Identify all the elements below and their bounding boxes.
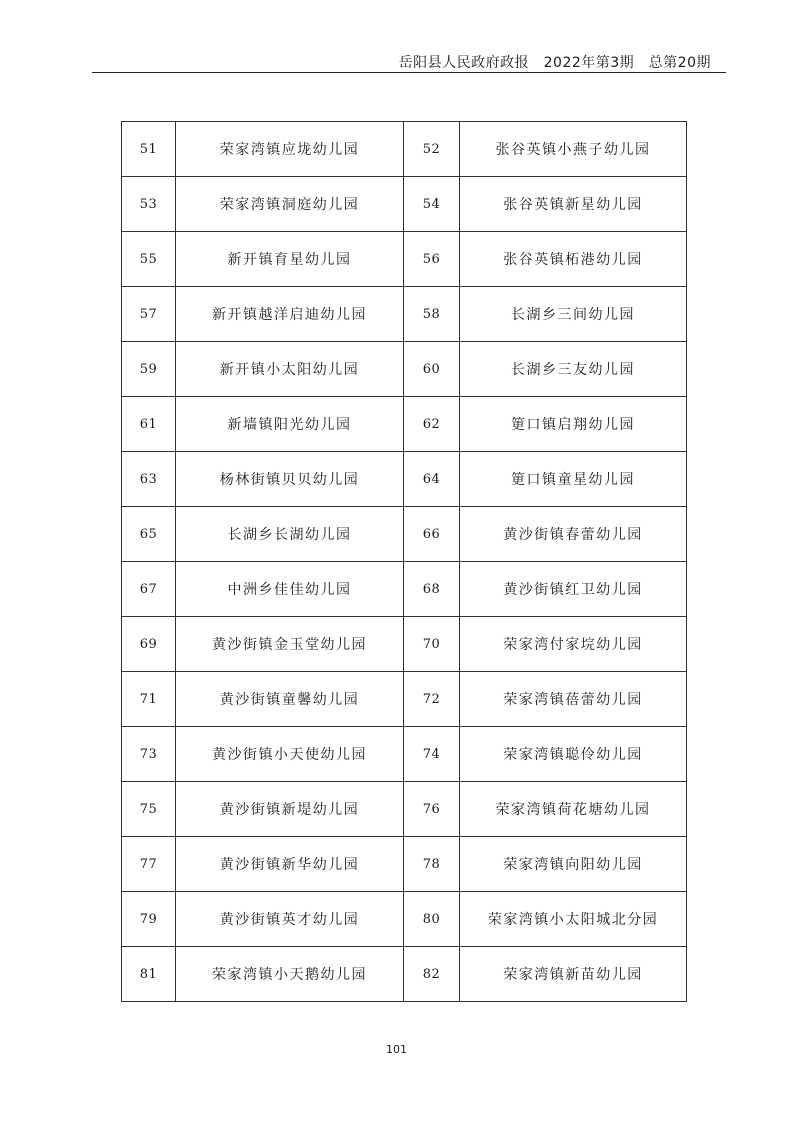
kindergarten-name-cell: 荣家湾镇应垅幼儿园	[176, 122, 404, 177]
serial-number-cell: 55	[122, 232, 176, 287]
kindergarten-name-cell: 黄沙街镇金玉堂幼儿园	[176, 617, 404, 672]
serial-number-cell: 64	[404, 452, 460, 507]
serial-number-cell: 57	[122, 287, 176, 342]
table-row	[122, 892, 687, 947]
kindergarten-name-cell: 筻口镇启翔幼儿园	[460, 397, 687, 452]
table-row	[122, 232, 687, 287]
table-row	[122, 617, 687, 672]
kindergarten-name-cell: 荣家湾镇向阳幼儿园	[460, 837, 687, 892]
page-number: 101	[386, 1043, 407, 1056]
kindergarten-name-cell: 荣家湾镇洞庭幼儿园	[176, 177, 404, 232]
serial-number-cell: 82	[404, 947, 460, 1002]
kindergarten-name-cell: 张谷英镇柘港幼儿园	[460, 232, 687, 287]
kindergarten-name-cell: 新开镇越洋启迪幼儿园	[176, 287, 404, 342]
kindergarten-name-cell: 荣家湾镇蓓蕾幼儿园	[460, 672, 687, 727]
serial-number-cell: 60	[404, 342, 460, 397]
table-body	[122, 122, 687, 1002]
kindergarten-name-cell: 荣家湾镇聪伶幼儿园	[460, 727, 687, 782]
kindergarten-name-cell: 荣家湾付家垸幼儿园	[460, 617, 687, 672]
serial-number-cell: 80	[404, 892, 460, 947]
serial-number-cell: 78	[404, 837, 460, 892]
publication-title: 岳阳县人民政府政报 2022年第3期 总第20期	[398, 55, 711, 71]
kindergarten-name-cell: 黄沙街镇小天使幼儿园	[176, 727, 404, 782]
serial-number-cell: 59	[122, 342, 176, 397]
kindergarten-name-cell: 黄沙街镇新堤幼儿园	[176, 782, 404, 837]
kindergarten-name-cell: 中洲乡佳佳幼儿园	[176, 562, 404, 617]
serial-number-cell: 66	[404, 507, 460, 562]
serial-number-cell: 61	[122, 397, 176, 452]
serial-number-cell: 67	[122, 562, 176, 617]
kindergarten-name-cell: 新开镇育星幼儿园	[176, 232, 404, 287]
serial-number-cell: 72	[404, 672, 460, 727]
page-header	[0, 0, 793, 80]
kindergarten-name-cell: 黄沙街镇童馨幼儿园	[176, 672, 404, 727]
kindergarten-name-cell: 张谷英镇新星幼儿园	[460, 177, 687, 232]
serial-number-cell: 58	[404, 287, 460, 342]
serial-number-cell: 53	[122, 177, 176, 232]
kindergarten-table-container	[121, 121, 686, 1002]
serial-number-cell: 76	[404, 782, 460, 837]
kindergarten-name-cell: 黄沙街镇红卫幼儿园	[460, 562, 687, 617]
serial-number-cell: 74	[404, 727, 460, 782]
serial-number-cell: 75	[122, 782, 176, 837]
kindergarten-name-cell: 长湖乡长湖幼儿园	[176, 507, 404, 562]
table-row	[122, 507, 687, 562]
kindergarten-name-cell: 荣家湾镇小太阳城北分园	[460, 892, 687, 947]
table-row	[122, 287, 687, 342]
serial-number-cell: 56	[404, 232, 460, 287]
table-row	[122, 122, 687, 177]
kindergarten-name-cell: 长湖乡三友幼儿园	[460, 342, 687, 397]
serial-number-cell: 51	[122, 122, 176, 177]
kindergarten-name-cell: 黄沙街镇春蕾幼儿园	[460, 507, 687, 562]
serial-number-cell: 73	[122, 727, 176, 782]
serial-number-cell: 52	[404, 122, 460, 177]
serial-number-cell: 81	[122, 947, 176, 1002]
serial-number-cell: 79	[122, 892, 176, 947]
kindergarten-name-cell: 张谷英镇小燕子幼儿园	[460, 122, 687, 177]
header-divider	[92, 72, 726, 73]
table-row	[122, 562, 687, 617]
table-row	[122, 837, 687, 892]
kindergarten-name-cell: 新墙镇阳光幼儿园	[176, 397, 404, 452]
table-row	[122, 452, 687, 507]
table-row	[122, 342, 687, 397]
serial-number-cell: 63	[122, 452, 176, 507]
kindergarten-name-cell: 荣家湾镇荷花塘幼儿园	[460, 782, 687, 837]
kindergarten-name-cell: 新开镇小太阳幼儿园	[176, 342, 404, 397]
serial-number-cell: 70	[404, 617, 460, 672]
kindergarten-name-cell: 黄沙街镇新华幼儿园	[176, 837, 404, 892]
table-row	[122, 782, 687, 837]
kindergarten-name-cell: 荣家湾镇新苗幼儿园	[460, 947, 687, 1002]
table-row	[122, 947, 687, 1002]
kindergarten-name-cell: 黄沙街镇英才幼儿园	[176, 892, 404, 947]
serial-number-cell: 71	[122, 672, 176, 727]
table-row	[122, 397, 687, 452]
serial-number-cell: 65	[122, 507, 176, 562]
serial-number-cell: 77	[122, 837, 176, 892]
kindergarten-table	[121, 121, 687, 1002]
serial-number-cell: 54	[404, 177, 460, 232]
table-row	[122, 727, 687, 782]
kindergarten-name-cell: 筻口镇童星幼儿园	[460, 452, 687, 507]
kindergarten-name-cell: 杨林街镇贝贝幼儿园	[176, 452, 404, 507]
table-row	[122, 177, 687, 232]
kindergarten-name-cell: 荣家湾镇小天鹅幼儿园	[176, 947, 404, 1002]
serial-number-cell: 69	[122, 617, 176, 672]
serial-number-cell: 62	[404, 397, 460, 452]
serial-number-cell: 68	[404, 562, 460, 617]
table-row	[122, 672, 687, 727]
kindergarten-name-cell: 长湖乡三间幼儿园	[460, 287, 687, 342]
